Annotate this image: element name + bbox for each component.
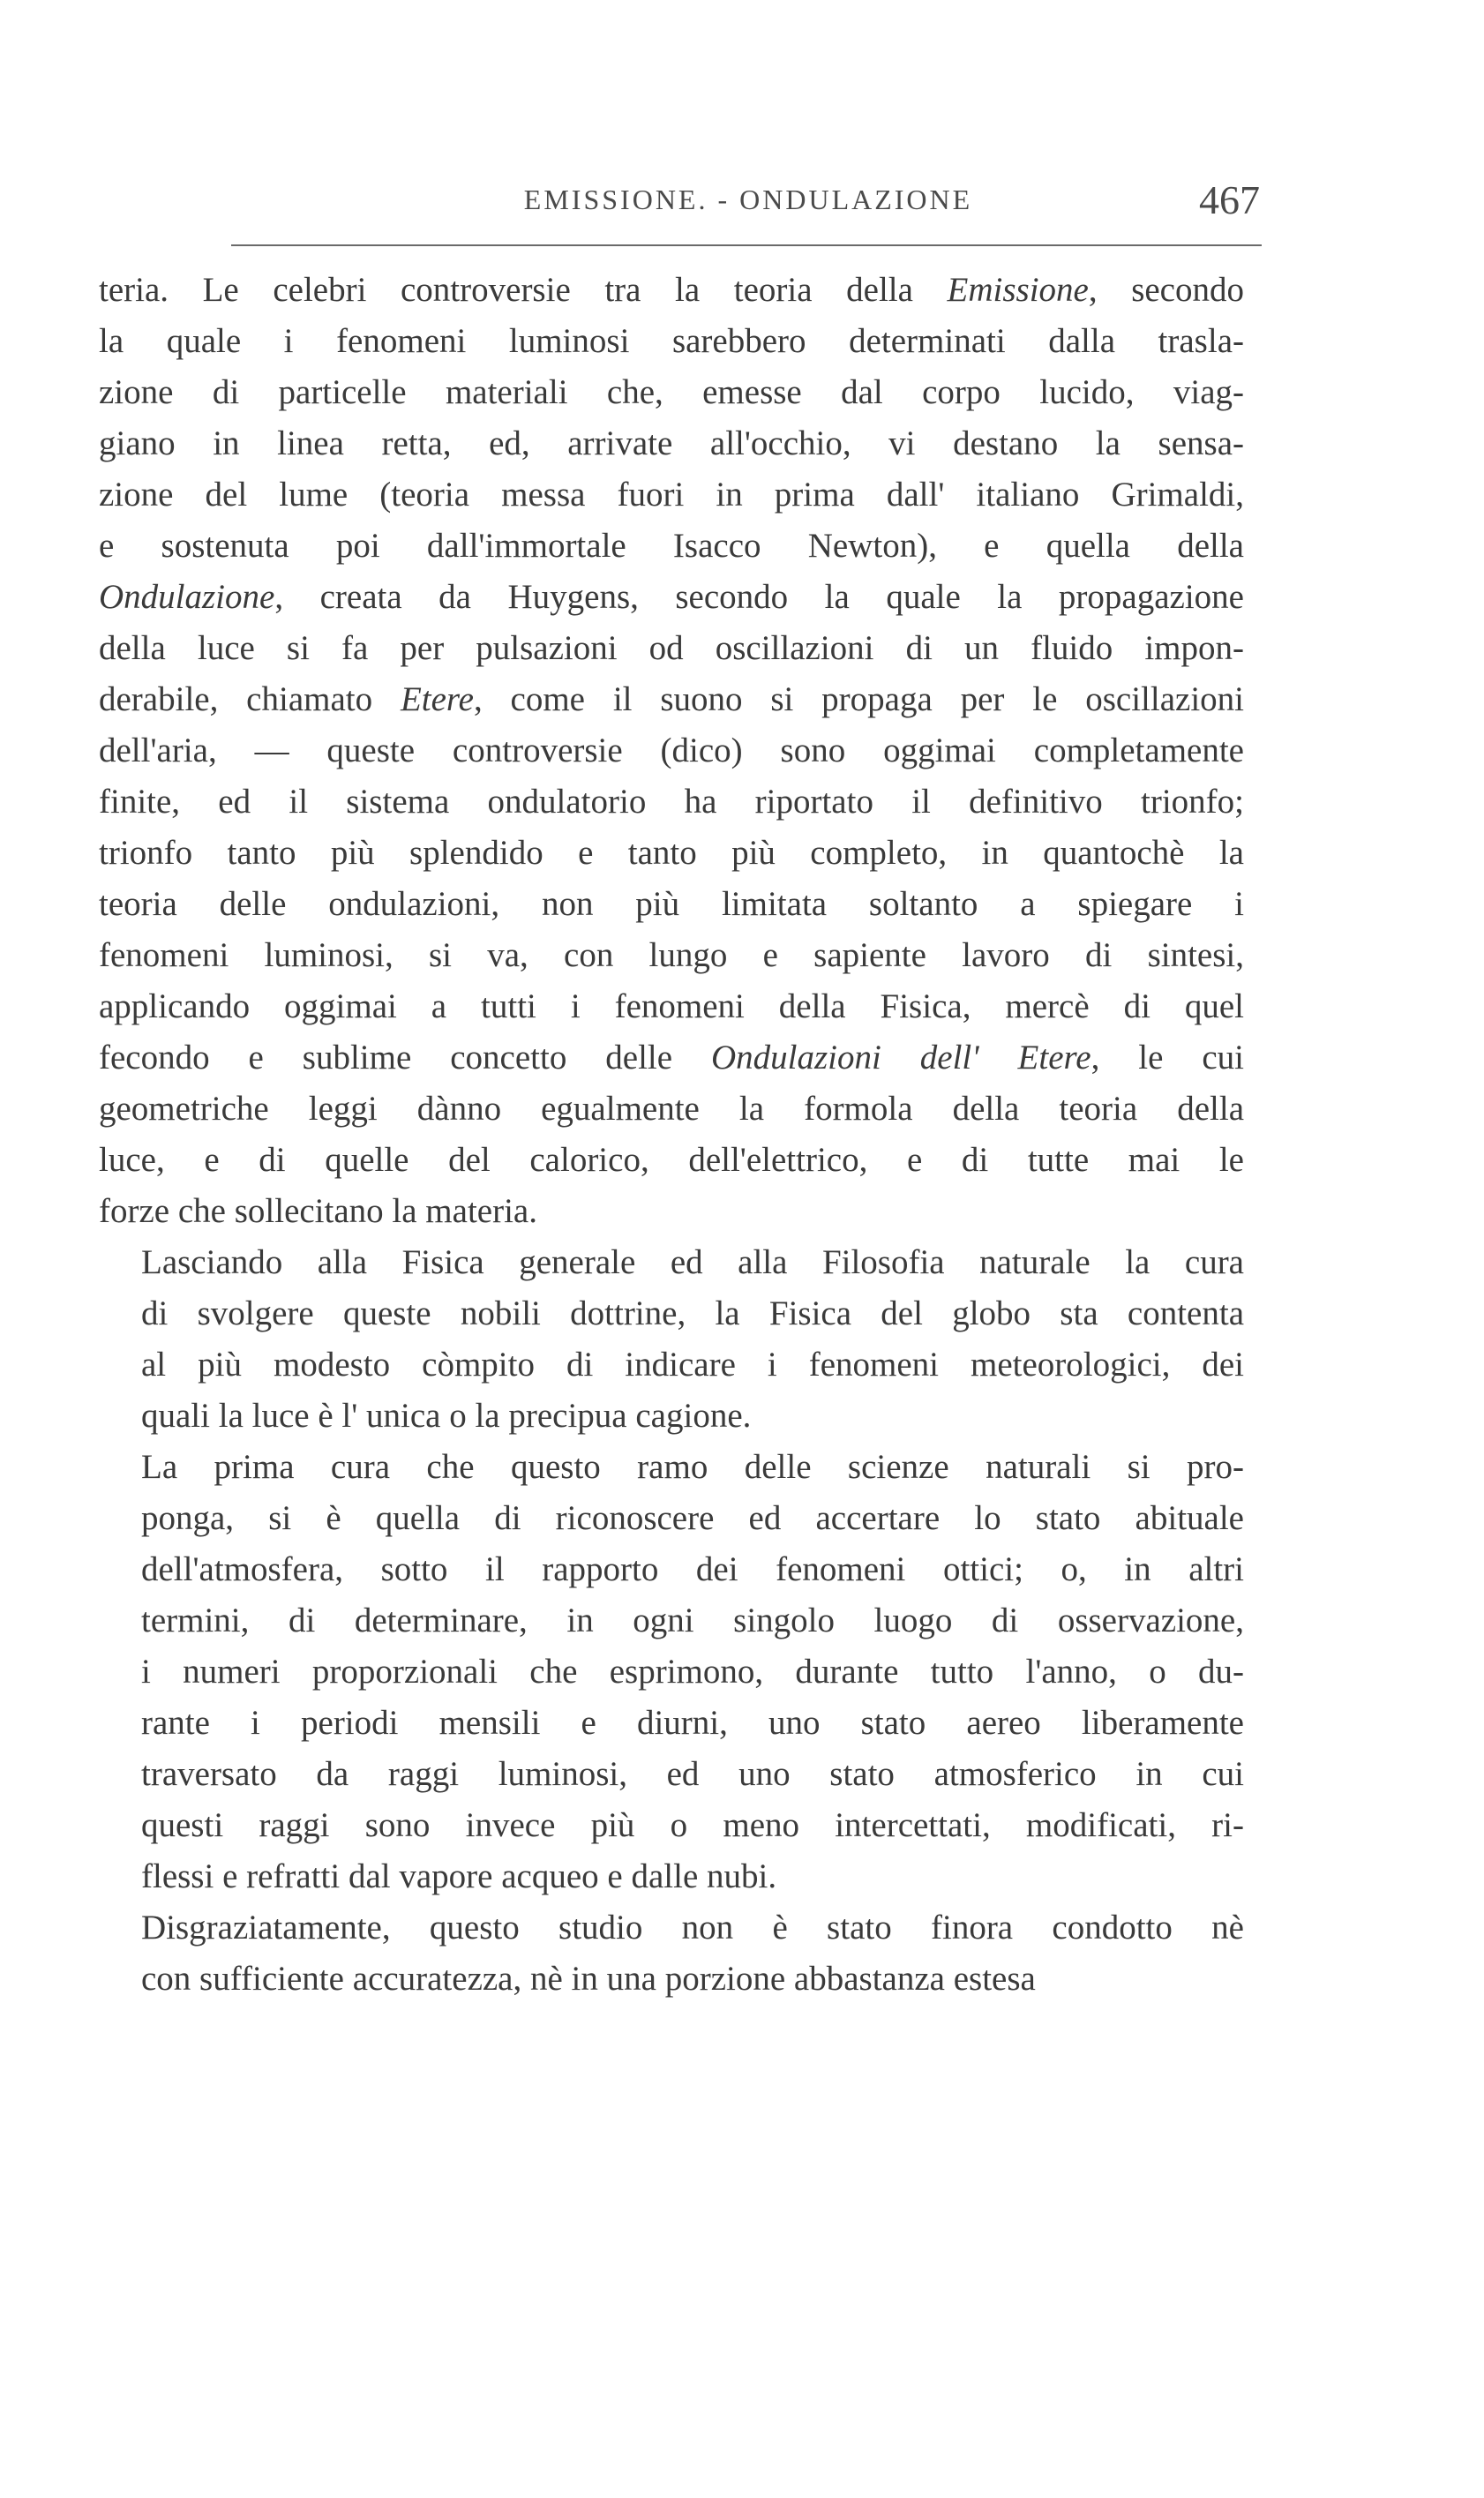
text-run: geometriche leggi dànno egualmente la formola della teoria della bbox=[99, 1090, 1244, 1128]
text-line bbox=[99, 1647, 1244, 1698]
text-run: fenomeni luminosi, si va, con lungo e sapiente lavoro di sintesi, bbox=[99, 936, 1244, 974]
text-run: flessi e refratti dal vapore acqueo e dalle nubi. bbox=[141, 1857, 777, 1895]
text-run: dell'atmosfera, sotto il rapporto dei fenomeni ottici; o, in altri bbox=[141, 1550, 1244, 1588]
text-run: con sufficiente accuratezza, nè in una porzione abbastanza estesa bbox=[141, 1960, 1036, 1998]
italic-term: Ondulazioni dell' Etere bbox=[711, 1039, 1091, 1076]
text-run: , come il suono si propaga per le oscillazioni bbox=[473, 680, 1244, 718]
italic-term: Emissione bbox=[947, 271, 1089, 309]
text-line bbox=[99, 1902, 1244, 1954]
text-line bbox=[99, 828, 1244, 879]
text-run: i numeri proporzionali che esprimono, durante tutto l'anno, o du- bbox=[141, 1653, 1244, 1691]
italic-term: Ondulazione bbox=[99, 578, 275, 616]
text-line bbox=[99, 1288, 1244, 1339]
paragraph bbox=[99, 1237, 1244, 1442]
text-line bbox=[99, 316, 1244, 367]
text-run: zione di particelle materiali che, emesse dal corpo lucido, viag- bbox=[99, 373, 1244, 411]
text-line bbox=[99, 521, 1244, 572]
text-run: teoria delle ondulazioni, non più limitata soltanto a spiegare i bbox=[99, 885, 1244, 923]
text-run: luce, e di quelle del calorico, dell'elettrico, e di tutte mai le bbox=[99, 1141, 1244, 1179]
text-run: applicando oggimai a tutti i fenomeni della Fisica, mercè di quel bbox=[99, 987, 1244, 1025]
text-run: termini, di determinare, in ogni singolo luogo di osservazione, bbox=[141, 1602, 1244, 1639]
text-line bbox=[99, 418, 1244, 469]
running-head: EMISSIONE. - ONDULAZIONE bbox=[523, 184, 973, 215]
paragraph bbox=[99, 1442, 1244, 1902]
paragraph bbox=[99, 265, 1244, 1237]
text-line bbox=[99, 725, 1244, 776]
text-line bbox=[99, 1135, 1244, 1186]
text-run: giano in linea retta, ed, arrivate all'occhio, vi destano la sensa- bbox=[99, 424, 1244, 462]
text-run: al più modesto còmpito di indicare i fenomeni meteorologici, dei bbox=[141, 1346, 1244, 1384]
text-line bbox=[99, 1493, 1244, 1544]
text-line bbox=[99, 1698, 1244, 1749]
italic-term: Etere bbox=[400, 680, 474, 718]
text-line bbox=[99, 930, 1244, 981]
text-run: forze che sollecitano la materia. bbox=[99, 1192, 537, 1230]
text-line bbox=[99, 776, 1244, 828]
text-line bbox=[99, 265, 1244, 316]
text-run: quali la luce è l' unica o la precipua cagione. bbox=[141, 1397, 752, 1435]
paragraph bbox=[99, 1902, 1244, 2005]
text-line bbox=[99, 1339, 1244, 1391]
text-run: , le cui bbox=[1091, 1039, 1244, 1076]
header-rule bbox=[231, 244, 1262, 246]
text-line bbox=[99, 1237, 1244, 1288]
text-run: dell'aria, — queste controversie (dico) sono oggimai completamente bbox=[99, 731, 1244, 769]
text-run: la quale i fenomeni luminosi sarebbero determinati dalla trasla- bbox=[99, 322, 1244, 360]
text-line bbox=[99, 1084, 1244, 1135]
text-run: rante i periodi mensili e diurni, uno stato aereo liberamente bbox=[141, 1704, 1244, 1742]
page-header bbox=[236, 176, 1260, 229]
text-line bbox=[99, 1800, 1244, 1851]
text-line bbox=[99, 1032, 1244, 1084]
text-line bbox=[99, 1544, 1244, 1595]
text-line bbox=[99, 674, 1244, 725]
text-line bbox=[99, 1749, 1244, 1800]
text-run: teria. Le celebri controversie tra la teoria della bbox=[99, 271, 948, 309]
text-run: della luce si fa per pulsazioni od oscillazioni di un fluido impon- bbox=[99, 629, 1244, 667]
text-run: , creata da Huygens, secondo la quale la propagazione bbox=[274, 578, 1244, 616]
text-line bbox=[99, 1186, 1244, 1237]
text-line bbox=[99, 1442, 1244, 1493]
text-run: zione del lume (teoria messa fuori in prima dall' italiano Grimaldi, bbox=[99, 476, 1244, 514]
text-line bbox=[99, 623, 1244, 674]
text-line bbox=[99, 367, 1244, 418]
text-line bbox=[99, 981, 1244, 1032]
text-run: di svolgere queste nobili dottrine, la Fisica del globo sta contenta bbox=[141, 1294, 1244, 1332]
text-line bbox=[99, 1851, 1244, 1902]
text-run: trionfo tanto più splendido e tanto più completo, in quantochè la bbox=[99, 834, 1244, 872]
text-run: Disgraziatamente, questo studio non è stato finora condotto nè bbox=[141, 1909, 1244, 1947]
text-line bbox=[99, 572, 1244, 623]
text-run: La prima cura che questo ramo delle scienze naturali si pro- bbox=[141, 1448, 1244, 1486]
text-line bbox=[99, 469, 1244, 521]
text-run: questi raggi sono invece più o meno intercettati, modificati, ri- bbox=[141, 1806, 1244, 1844]
text-run: , secondo bbox=[1088, 271, 1244, 309]
text-run: Lasciando alla Fisica generale ed alla Filosofia naturale la cura bbox=[141, 1243, 1244, 1281]
body-text bbox=[99, 265, 1244, 2005]
text-run: traversato da raggi luminosi, ed uno stato atmosferico in cui bbox=[141, 1755, 1244, 1793]
text-run: ponga, si è quella di riconoscere ed accertare lo stato abituale bbox=[141, 1499, 1244, 1537]
page-number: 467 bbox=[1199, 177, 1260, 222]
text-run: finite, ed il sistema ondulatorio ha riportato il definitivo trionfo; bbox=[99, 783, 1244, 821]
text-line bbox=[99, 1391, 1244, 1442]
text-run: e sostenuta poi dall'immortale Isacco Newton), e quella della bbox=[99, 527, 1244, 565]
text-run: fecondo e sublime concetto delle bbox=[99, 1039, 711, 1076]
text-run: derabile, chiamato bbox=[99, 680, 401, 718]
text-line bbox=[99, 1954, 1244, 2005]
text-line bbox=[99, 1595, 1244, 1647]
text-line bbox=[99, 879, 1244, 930]
